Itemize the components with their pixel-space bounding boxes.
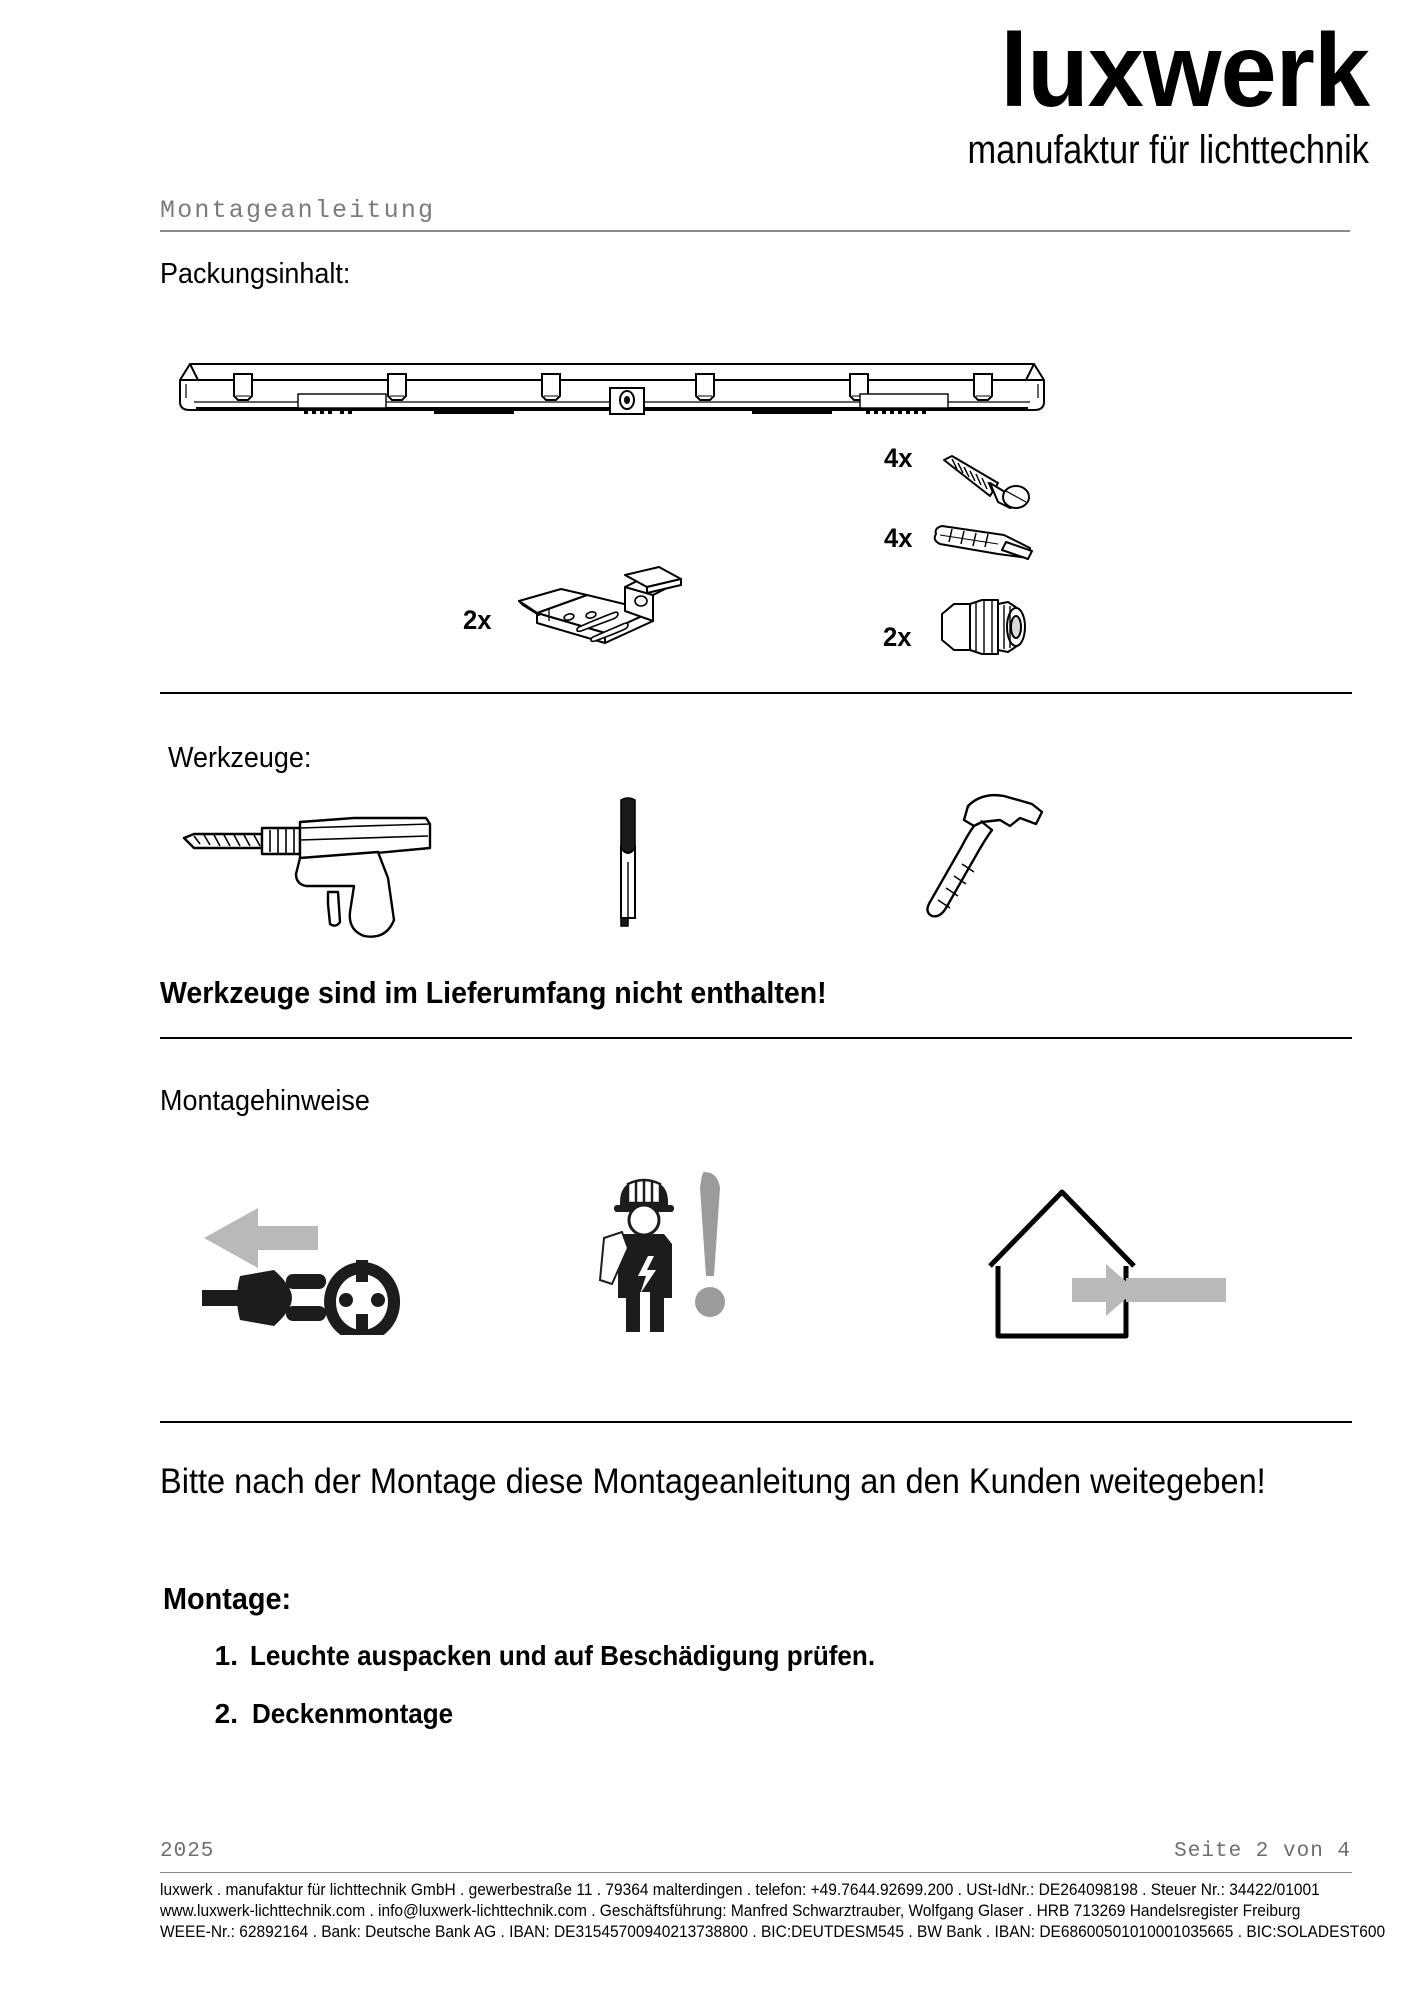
wall-plug-illustration	[932, 518, 1042, 572]
divider-after-montagehinweise	[160, 1421, 1352, 1423]
document-type-label: Montageanleitung	[160, 196, 436, 225]
footer-line-3: WEEE-Nr.: 62892164 . Bank: Deutsche Bank AG . IBAN: DE31545700940213738800 . BIC:DEUTDESM545 . BW Bank . IBAN: DE68600501010001035665 . BIC:SOLADEST600	[160, 1923, 1386, 1941]
montage-step-1-text: Leuchte auspacken und auf Beschädigung prüfen.	[250, 1640, 876, 1671]
qualified-electrician-icon	[598, 1172, 738, 1337]
drill-icon	[178, 800, 438, 940]
hammer-icon	[908, 790, 1058, 918]
footer-year: 2025	[160, 1840, 215, 1863]
qty-bracket: 2x	[463, 605, 492, 635]
qty-screw: 4x	[884, 443, 913, 473]
tools-not-included-notice: Werkzeuge sind im Lieferumfang nicht enthalten!	[160, 975, 827, 1010]
indoor-use-icon	[976, 1178, 1236, 1344]
unplug-power-icon	[196, 1190, 406, 1335]
footer-line-2: www.luxwerk-lichttechnik.com . info@luxwerk-lichttechnik.com . Geschäftsführung: Manfred Schwarztrauber, Wolfgang Glaser . HRB 713269 Handelsregister Freiburg	[160, 1902, 1301, 1920]
qty-cable-gland: 2x	[883, 622, 912, 652]
footer-company-details	[160, 1880, 1386, 1943]
footer-divider	[160, 1872, 1352, 1873]
qty-wall-plug: 4x	[884, 523, 913, 553]
chisel-icon	[608, 796, 648, 932]
handover-note: Bitte nach der Montage diese Montageanleitung an den Kunden weitegeben!	[160, 1462, 1266, 1501]
heading-montagehinweise: Montagehinweise	[160, 1085, 370, 1117]
montage-step-2-number: 2.	[214, 1698, 238, 1729]
luminaire-illustration	[172, 352, 1052, 422]
header-divider	[160, 230, 1350, 232]
brand-logo	[769, 13, 1369, 173]
mounting-bracket-illustration	[513, 565, 695, 670]
brand-wordmark: luxwerk	[1000, 13, 1369, 129]
divider-after-packungsinhalt	[160, 692, 1352, 694]
heading-packungsinhalt: Packungsinhalt:	[160, 258, 351, 290]
screw-illustration	[938, 452, 1036, 512]
montage-step-1-number: 1.	[214, 1640, 238, 1671]
montage-step-2-text: Deckenmontage	[252, 1698, 454, 1729]
divider-after-werkzeuge	[160, 1037, 1352, 1039]
footer-page-number: Seite 2 von 4	[1174, 1840, 1351, 1863]
footer-line-1: luxwerk . manufaktur für lichttechnik GmbH . gewerbestraße 11 . 79364 malterdingen . telefon: +49.7644.92699.200 . USt-IdNr.: DE264098198 . Steuer Nr.: 34422/01001	[160, 1881, 1320, 1899]
cable-gland-illustration	[936, 596, 1030, 658]
heading-werkzeuge: Werkzeuge:	[168, 742, 312, 774]
heading-montage: Montage:	[163, 1581, 292, 1616]
brand-tagline: manufaktur für lichttechnik	[967, 127, 1369, 172]
